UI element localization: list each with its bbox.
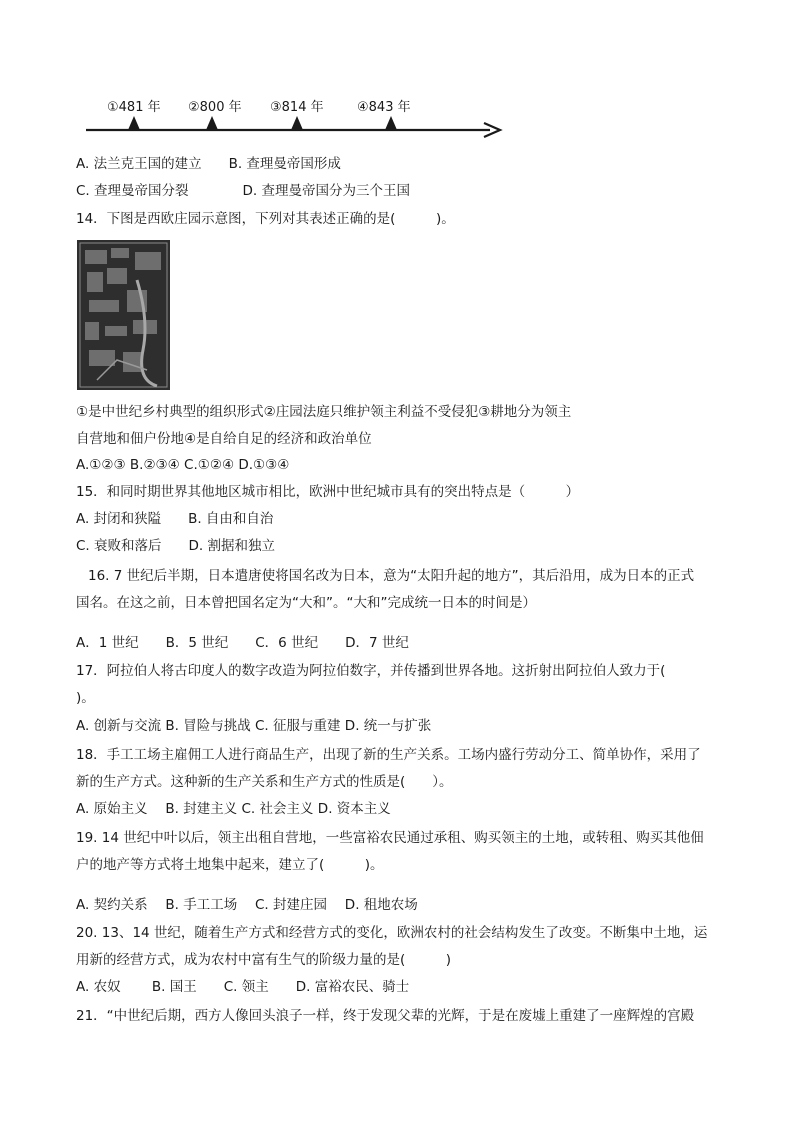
q14-statements-line2: 自营地和佃户份地④是自给自足的经济和政治单位	[76, 431, 372, 447]
timeline	[84, 96, 504, 140]
timeline-marker	[206, 116, 218, 130]
q17-stem-line1: 17．阿拉伯人将古印度人的数字改造为阿拉伯数字，并传播到世界各地。这折射出阿拉伯人致力于(	[76, 663, 666, 679]
q18-stem-line2: 新的生产方式。这种新的生产关系和生产方式的性质是( ）。	[76, 774, 453, 790]
q15-options-line1: A. 封闭和狭隘 B. 自由和自治	[76, 511, 274, 527]
q13-options-line1: A. 法兰克王国的建立 B. 查理曼帝国形成	[76, 156, 341, 172]
q15-stem: 15．和同时期世界其他地区城市相比，欧洲中世纪城市具有的突出特点是（ ）	[76, 484, 580, 500]
timeline-label: ②800 年	[188, 100, 242, 115]
q21-stem-line1: 21．“中世纪后期，西方人像回头浪子一样，终于发现父辈的光辉，于是在废墟上重建了一座辉煌的宫殿	[76, 1008, 695, 1024]
timeline-marker	[128, 116, 140, 130]
timeline-marker	[385, 116, 397, 130]
q18-options: A. 原始主义 B. 封建主义 C. 社会主义 D. 资本主义	[76, 801, 391, 817]
q15-options-line2: C. 衰败和落后 D. 割据和独立	[76, 538, 275, 554]
q16-stem-line2: 国名。在这之前，日本曾把国名定为“大和”。“大和”完成统一日本的时间是）	[76, 595, 536, 611]
manor-diagram-image	[77, 240, 170, 390]
q17-options: A. 创新与交流 B. 冒险与挑战 C. 征服与重建 D. 统一与扩张	[76, 718, 432, 734]
q14-options: A.①②③ B.②③④ C.①②④ D.①③④	[76, 457, 290, 473]
q20-options: A. 农奴 B. 国王 C. 领主 D. 富裕农民、骑士	[76, 979, 410, 995]
timeline-label: ④843 年	[357, 100, 411, 115]
q20-stem-line2: 用新的经营方式，成为农村中富有生气的阶级力量的是( )	[76, 952, 452, 968]
q14-statements-line1: ①是中世纪乡村典型的组织形式②庄园法庭只维护领主利益不受侵犯③耕地分为领主	[76, 404, 572, 420]
timeline-label: ①481 年	[107, 100, 161, 115]
q13-options-line2: C. 查理曼帝国分裂 D. 查理曼帝国分为三个王国	[76, 183, 410, 199]
manor-map-graphic	[77, 240, 170, 390]
timeline-marker	[291, 116, 303, 130]
q14-stem: 14．下图是西欧庄园示意图，下列对其表述正确的是( )。	[76, 211, 455, 227]
q20-stem-line1: 20. 13、14 世纪，随着生产方式和经营方式的变化，欧洲农村的社会结构发生了改变。不断集中土地，运	[76, 925, 708, 941]
q16-stem-line1: 16. 7 世纪后半期，日本遣唐使将国名改为日本，意为“太阳升起的地方”，其后沿用，成为日本的正式	[88, 568, 695, 584]
q18-stem-line1: 18．手工工场主雇佣工人进行商品生产，出现了新的生产关系。工场内盛行劳动分工、简单协作，采用了	[76, 747, 701, 763]
q17-stem-line2: )。	[76, 690, 95, 706]
q19-stem-line2: 户的地产等方式将土地集中起来，建立了( )。	[76, 857, 384, 873]
timeline-label: ③814 年	[270, 100, 324, 115]
q19-stem-line1: 19. 14 世纪中叶以后，领主出租自营地，一些富裕农民通过承租、购买领主的土地，或转租、购买其他佃	[76, 830, 704, 846]
q19-options: A. 契约关系 B. 手工工场 C. 封建庄园 D. 租地农场	[76, 897, 418, 913]
q16-options: A．1 世纪 B．5 世纪 C．6 世纪 D．7 世纪	[76, 635, 409, 651]
